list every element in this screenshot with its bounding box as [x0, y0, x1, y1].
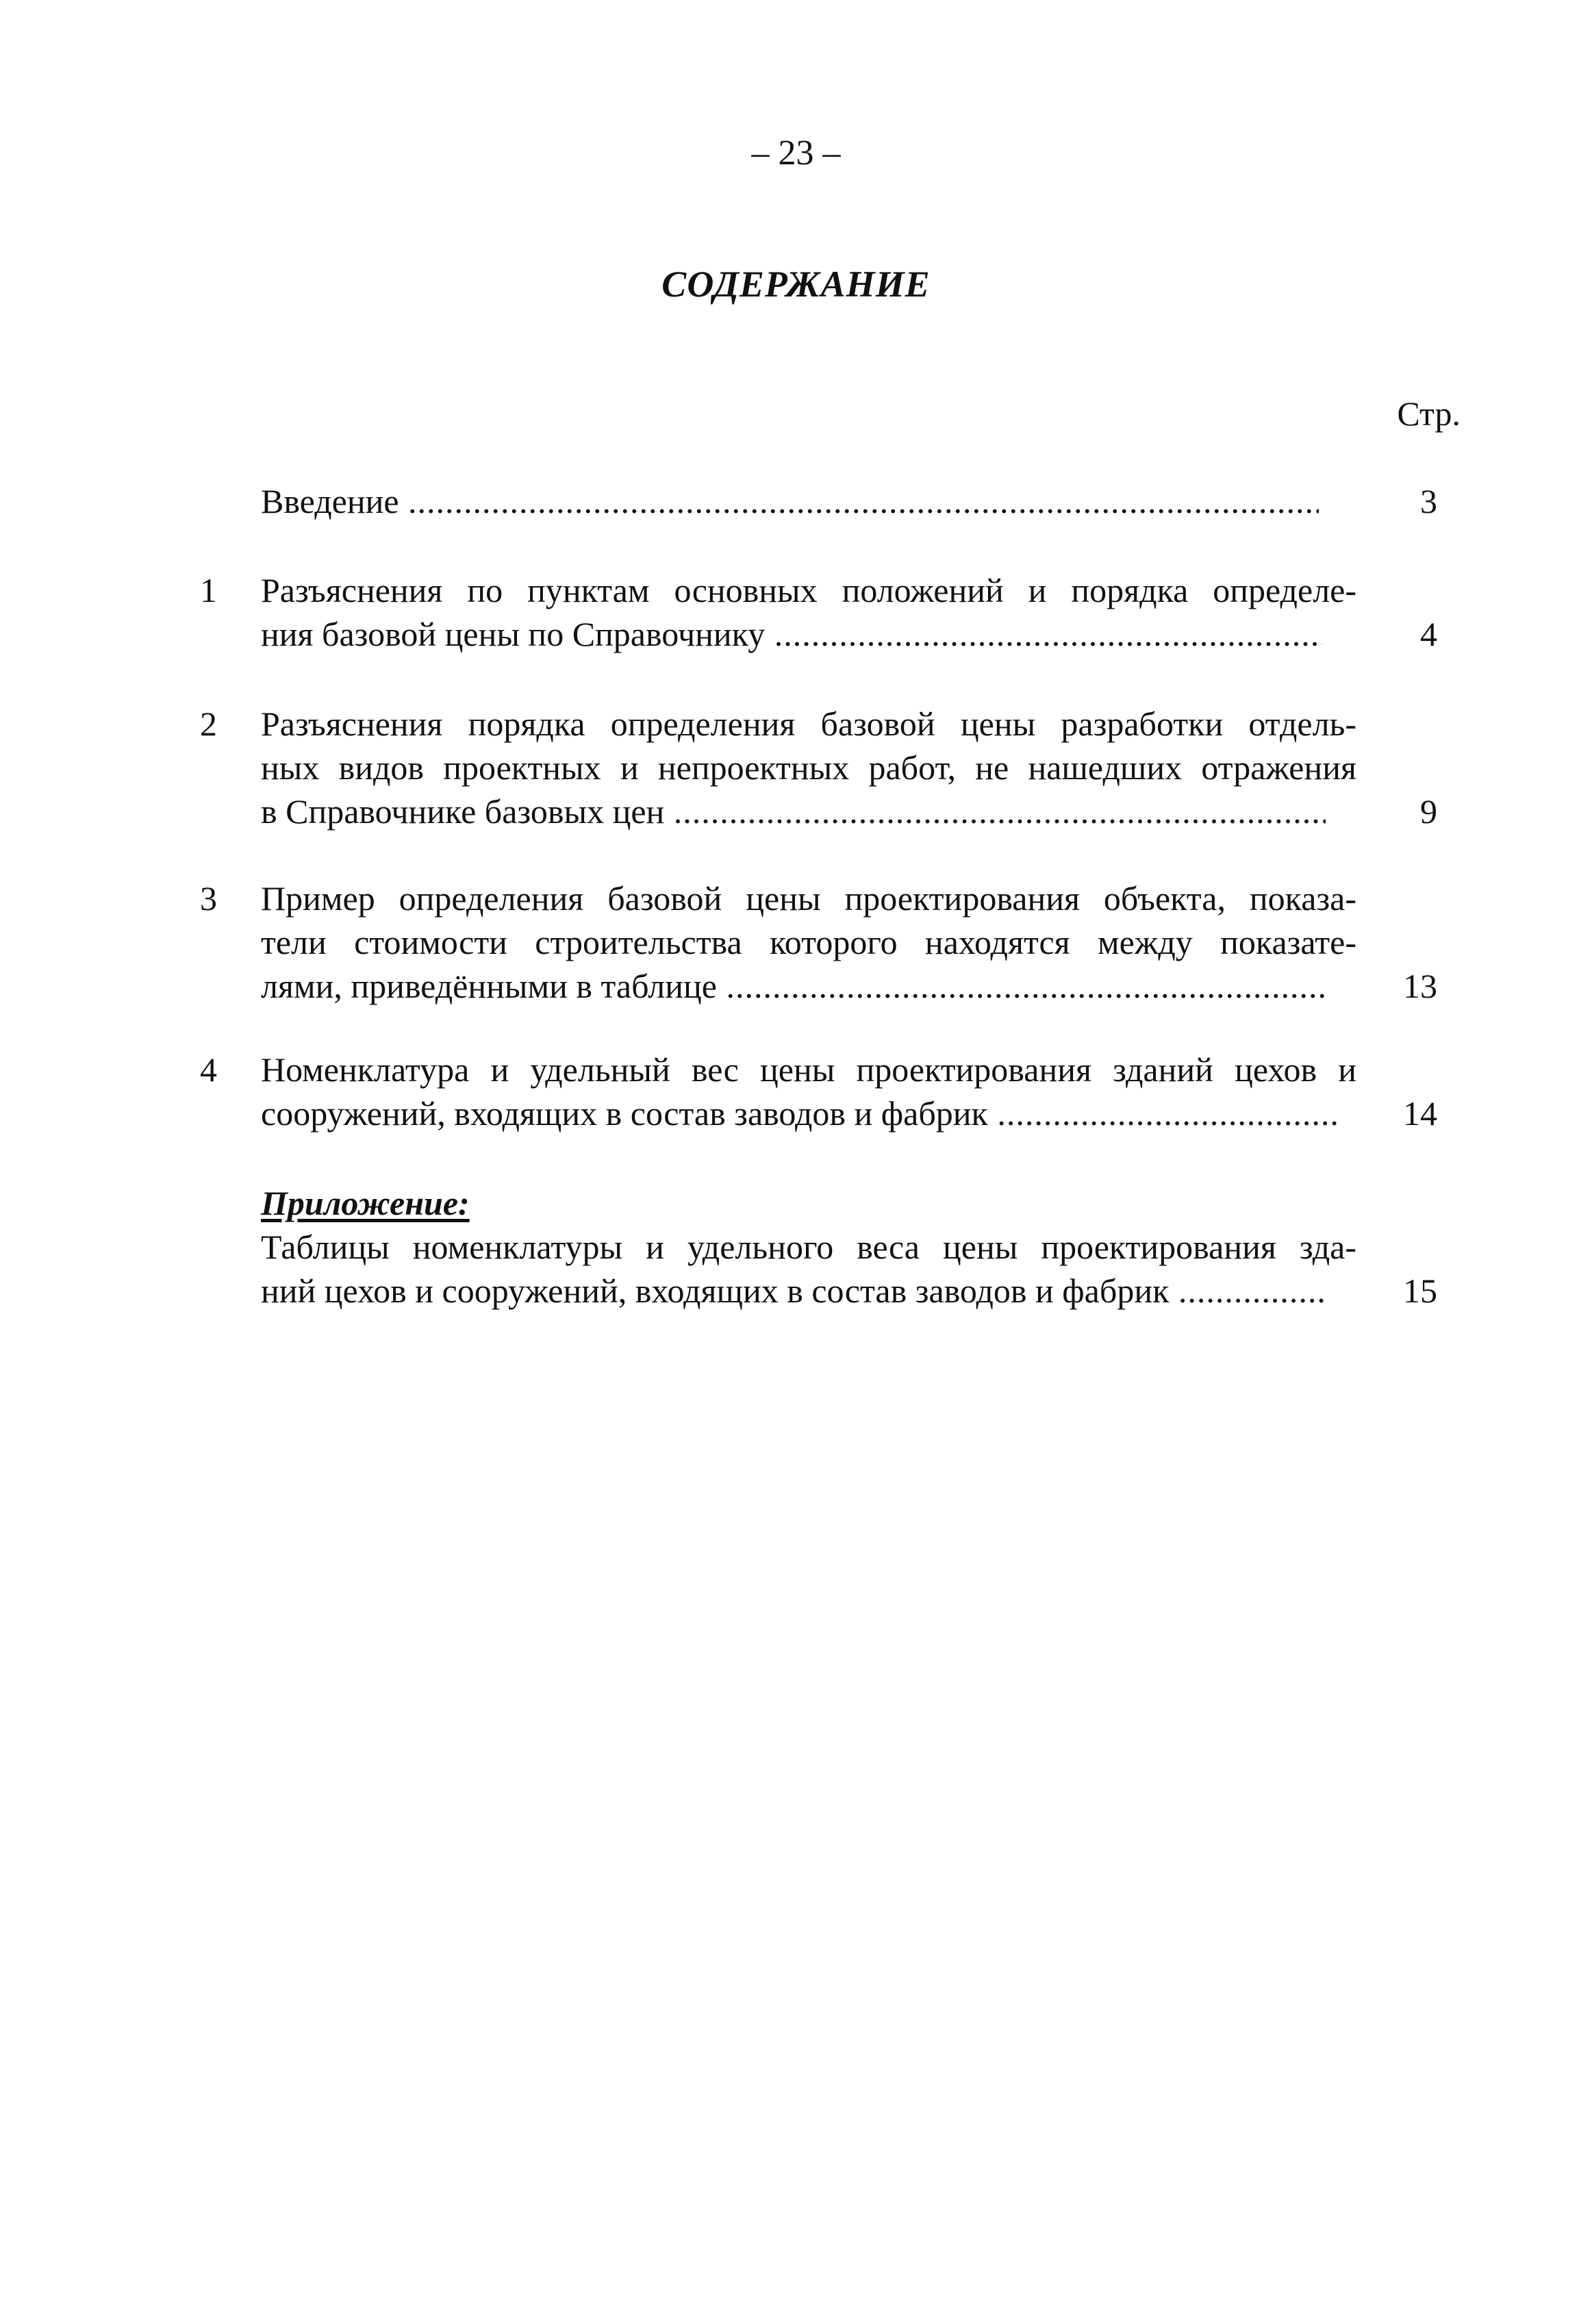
- toc-entry-number: 4: [200, 1050, 217, 1089]
- page-number: – 23 –: [751, 134, 841, 173]
- contents-heading: СОДЕРЖАНИЕ: [661, 264, 931, 305]
- toc-entry-page: 3: [1420, 482, 1437, 520]
- toc-entry-text: [261, 1048, 1356, 1135]
- toc-entry-line: лями, приведёнными в таблице .....: [261, 964, 1326, 1008]
- appendix-text: [261, 1181, 1356, 1313]
- toc-entry-line: Разъяснения порядка определения базовой цены разработки отдель-: [261, 705, 1356, 743]
- dot-leader: [765, 615, 1322, 653]
- page-column-label: Стр.: [1397, 394, 1461, 433]
- toc-entry-number: 1: [200, 571, 217, 609]
- dot-leader: [1169, 1272, 1326, 1310]
- toc-entry-line: ний цехов и сооружений, входящих в состав заводов и фабрик .....: [261, 1269, 1326, 1313]
- toc-entry-line: тели стоимости строительства которого находятся между показате-: [261, 923, 1356, 961]
- dot-leader: [988, 1094, 1339, 1133]
- toc-entry-page: 15: [1403, 1272, 1437, 1310]
- toc-entry-number: 3: [200, 879, 217, 918]
- toc-entry-line: Введение .....: [261, 479, 1319, 523]
- toc-entry-page: 4: [1420, 615, 1437, 653]
- toc-entry-line: Разъяснения по пунктам основных положений и порядка определе-: [261, 571, 1356, 609]
- appendix-title: Приложение:: [261, 1184, 470, 1222]
- dot-leader: [664, 792, 1326, 831]
- toc-entry-line: ных видов проектных и непроектных работ, не нашедших отражения: [261, 748, 1356, 787]
- toc-entry-number: 2: [200, 705, 217, 743]
- toc-entry-page: 14: [1403, 1094, 1437, 1133]
- toc-entry-line: Таблицы номенклатуры и удельного веса цены проектирования зда-: [261, 1228, 1356, 1266]
- toc-entry-text: [261, 479, 1319, 523]
- dot-leader: [717, 967, 1326, 1005]
- toc-entry-text: [261, 568, 1356, 656]
- dot-leader: [399, 482, 1319, 520]
- toc-entry-page: 13: [1403, 967, 1437, 1005]
- toc-entry-page: 9: [1420, 792, 1437, 831]
- toc-entry-text: [261, 702, 1356, 833]
- toc-entry-line: Пример определения базовой цены проектирования объекта, показа-: [261, 879, 1356, 918]
- toc-entry-text: [261, 876, 1356, 1008]
- toc-entry-line: Номенклатура и удельный вес цены проектирования зданий цехов и: [261, 1050, 1356, 1089]
- toc-entry-line: в Справочнике базовых цен .....: [261, 790, 1326, 833]
- toc-entry-line: сооружений, входящих в состав заводов и фабрик .....: [261, 1091, 1339, 1135]
- toc-entry-line: ния базовой цены по Справочнику .....: [261, 612, 1322, 656]
